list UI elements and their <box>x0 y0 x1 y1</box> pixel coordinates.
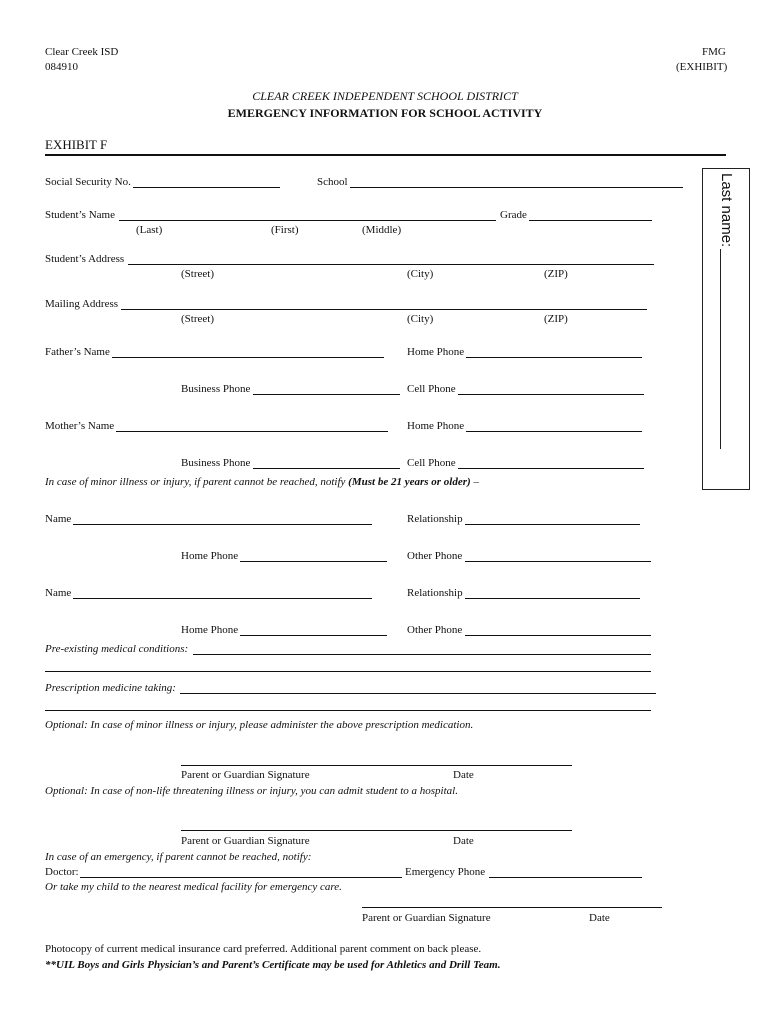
emergency-notify-note: In case of an emergency, if parent cannot be reached, notify: <box>45 851 312 863</box>
pre-existing-label: Pre-existing medical conditions: <box>45 643 189 655</box>
ssn-label: Social Security No. <box>45 176 131 188</box>
last-caption: (Last) <box>136 224 163 236</box>
grade-field[interactable] <box>529 220 652 221</box>
school-label: School <box>317 176 348 188</box>
last-name-tab <box>702 168 750 490</box>
signature1-line[interactable] <box>181 765 572 766</box>
zip-caption: (ZIP) <box>544 313 568 325</box>
city-caption: (City) <box>407 313 434 325</box>
ssn-field[interactable] <box>133 187 280 188</box>
contact1-name-label: Name <box>45 513 72 525</box>
nearest-facility-note: Or take my child to the nearest medical facility for emergency care. <box>45 881 342 893</box>
prescription-field[interactable] <box>180 693 656 694</box>
signature1-label: Parent or Guardian Signature <box>181 769 310 781</box>
mother-cell-phone-field[interactable] <box>458 468 644 469</box>
street-caption: (Street) <box>181 268 214 280</box>
pre-existing-field-2[interactable] <box>45 671 651 672</box>
contact2-home-phone-field[interactable] <box>240 635 387 636</box>
father-business-phone-field[interactable] <box>253 394 400 395</box>
contact1-relationship-field[interactable] <box>465 524 640 525</box>
contact1-home-phone-field[interactable] <box>240 561 387 562</box>
mailing-address-field[interactable] <box>121 309 647 310</box>
mother-cell-phone-label: Cell Phone <box>407 457 456 469</box>
contact1-name-field[interactable] <box>73 524 372 525</box>
father-business-phone-label: Business Phone <box>181 383 251 395</box>
school-field[interactable] <box>350 187 683 188</box>
emergency-phone-label: Emergency Phone <box>405 866 486 878</box>
signature3-line[interactable] <box>362 907 662 908</box>
signature2-line[interactable] <box>181 830 572 831</box>
minor-illness-note-text: In case of minor illness or injury, if parent cannot be reached, notify <box>45 476 349 488</box>
middle-caption: (Middle) <box>362 224 402 236</box>
emergency-phone-field[interactable] <box>489 877 642 878</box>
contact1-home-phone-label: Home Phone <box>181 550 239 562</box>
fathers-name-label: Father’s Name <box>45 346 110 358</box>
mother-business-phone-label: Business Phone <box>181 457 251 469</box>
contact2-other-phone-field[interactable] <box>465 635 651 636</box>
fmg-code: FMG <box>702 46 726 58</box>
minor-illness-note-dash: – <box>470 476 479 488</box>
age-requirement: (Must be 21 years or older) <box>348 476 471 488</box>
optional-administer-note: Optional: In case of minor illness or injury, please administer the above prescription medication. <box>45 719 474 731</box>
grade-label: Grade <box>500 209 527 221</box>
contact1-other-phone-label: Other Phone <box>407 550 463 562</box>
minor-illness-note <box>45 476 479 489</box>
contact2-name-field[interactable] <box>73 598 372 599</box>
first-caption: (First) <box>271 224 299 236</box>
mother-business-phone-field[interactable] <box>253 468 400 469</box>
contact1-other-phone-field[interactable] <box>465 561 651 562</box>
mailing-address-label: Mailing Address <box>45 298 119 310</box>
father-cell-phone-label: Cell Phone <box>407 383 456 395</box>
father-home-phone-field[interactable] <box>466 357 642 358</box>
exhibit-tag: (EXHIBIT) <box>676 61 728 73</box>
contact2-name-label: Name <box>45 587 72 599</box>
father-cell-phone-field[interactable] <box>458 394 644 395</box>
mothers-name-field[interactable] <box>116 431 388 432</box>
pre-existing-field[interactable] <box>193 654 651 655</box>
contact2-other-phone-label: Other Phone <box>407 624 463 636</box>
optional-hospital-note: Optional: In case of non-life threatening illness or injury, you can admit student to a hospital. <box>45 785 458 797</box>
signature2-date-label: Date <box>453 835 474 847</box>
mother-home-phone-field[interactable] <box>466 431 642 432</box>
doctor-field[interactable] <box>80 877 402 878</box>
mothers-name-label: Mother’s Name <box>45 420 115 432</box>
district-abbrev: Clear Creek ISD <box>45 46 119 58</box>
fathers-name-field[interactable] <box>112 357 384 358</box>
student-name-field[interactable] <box>119 220 496 221</box>
contact2-relationship-field[interactable] <box>465 598 640 599</box>
street-caption: (Street) <box>181 313 214 325</box>
signature1-date-label: Date <box>453 769 474 781</box>
last-name-tab-label: Last name: <box>718 173 735 248</box>
contact2-home-phone-label: Home Phone <box>181 624 239 636</box>
doctor-label: Doctor: <box>45 866 79 878</box>
prescription-label: Prescription medicine taking: <box>45 682 176 694</box>
exhibit-label: EXHIBIT F <box>45 137 108 152</box>
prescription-field-2[interactable] <box>45 710 651 711</box>
student-address-label: Student’s Address <box>45 253 125 265</box>
city-caption: (City) <box>407 268 434 280</box>
district-code: 084910 <box>45 61 78 73</box>
student-name-label: Student’s Name <box>45 209 115 221</box>
father-home-phone-label: Home Phone <box>407 346 465 358</box>
signature3-date-label: Date <box>589 912 610 924</box>
signature2-label: Parent or Guardian Signature <box>181 835 310 847</box>
header-rule <box>45 154 726 156</box>
photocopy-note: Photocopy of current medical insurance card preferred. Additional parent comment on back please. <box>45 943 482 955</box>
contact2-relationship-label: Relationship <box>407 587 463 599</box>
zip-caption: (ZIP) <box>544 268 568 280</box>
district-title: CLEAR CREEK INDEPENDENT SCHOOL DISTRICT <box>252 89 518 103</box>
form-title: EMERGENCY INFORMATION FOR SCHOOL ACTIVITY <box>227 106 543 120</box>
uil-note: **UIL Boys and Girls Physician’s and Parent’s Certificate may be used for Athletics and Drill Team. <box>45 959 501 971</box>
last-name-tab-line[interactable] <box>720 249 735 449</box>
student-address-field[interactable] <box>128 264 654 265</box>
mother-home-phone-label: Home Phone <box>407 420 465 432</box>
contact1-relationship-label: Relationship <box>407 513 463 525</box>
signature3-label: Parent or Guardian Signature <box>362 912 491 924</box>
